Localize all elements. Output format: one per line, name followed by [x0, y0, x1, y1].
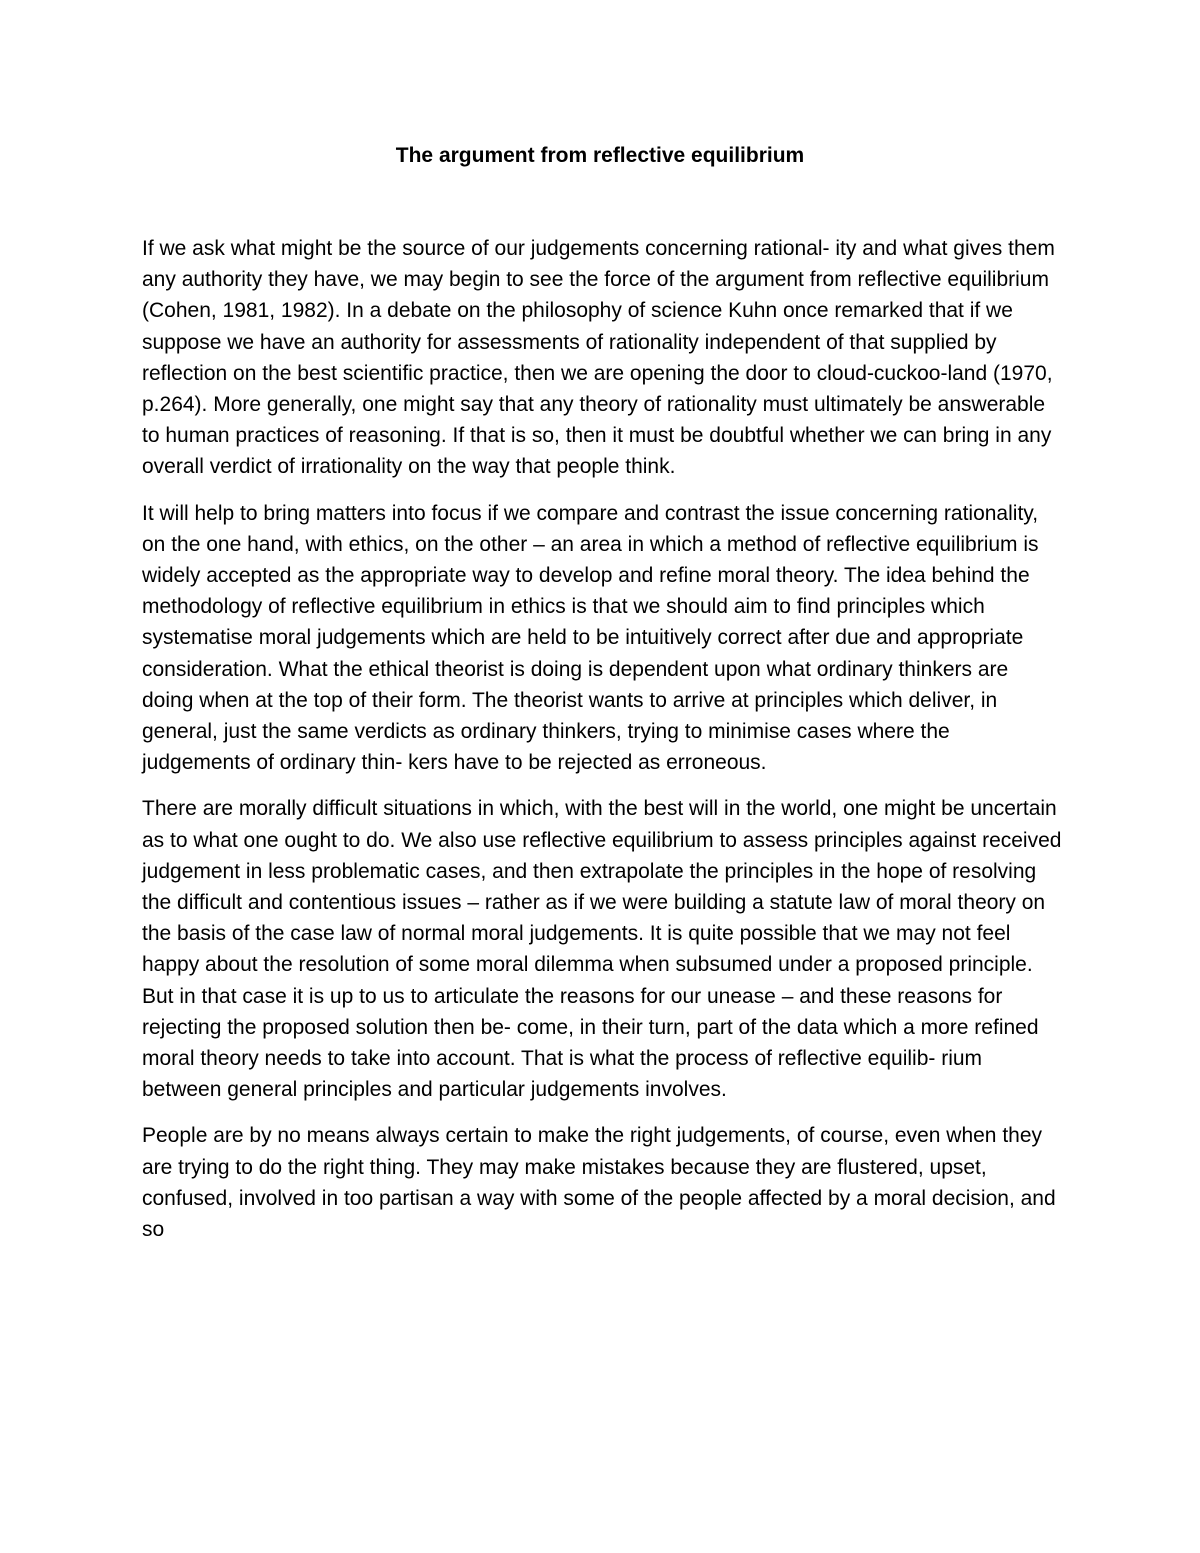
paragraph-4: People are by no means always certain to make the right judgements, of course, even when they are trying to do the right thing. They may make mistakes because they are flustered, upset, confused, involved in too partisan a way with some of the people affected by a moral decision, and so [142, 1124, 1056, 1242]
paragraph-3: There are morally difficult situations in which, with the best will in the world, one might be uncertain as to what one ought to do. We also use reflective equilibrium to assess principles against received judgement in less problematic cases, and then extrapolate the principles in the hope of resolving the difficult and contentious issues – rather as if we were building a statute law of moral theory on the basis of the case law of normal moral judgements. It is quite possible that we may not feel happy about the resolution of some moral dilemma when subsumed under a proposed principle. But in that case it is up to us to articulate the reasons for our unease – and these reasons for rejecting the proposed solution then be- come, in their turn, part of the data which a more refined moral theory needs to take into account. That is what the process of reflective equilib- rium between general principles and particular judgements involves. [142, 797, 1062, 1102]
paragraph-1: If we ask what might be the source of our judgements concerning rational- ity and what gives them any authority they have, we may begin to see the force of the argument from reflective equilibrium (Cohen, 1981, 1982). In a debate on the philosophy of science Kuhn once remarked that if we suppose we have an authority for assessments of rationality independent of that supplied by reflection on the best scientific practice, then we are opening the door to cloud-cuckoo-land (1970, p.264). More generally, one might say that any theory of rationality must ultimately be answerable to human practices of reasoning. If that is so, then it must be doubtful whether we can bring in any overall verdict of irrationality on the way that people think. [142, 237, 1055, 479]
document-title: The argument from reflective equilibrium [395, 144, 805, 167]
paragraph-2: It will help to bring matters into focus if we compare and contrast the issue concerning rationality, on the one hand, with ethics, on the other – an area in which a method of reflective equilibrium is widely accepted as the appropriate way to develop and refine moral theory. The idea behind the methodology of reflective equilibrium in ethics is that we should aim to find principles which systematise moral judgements which are held to be intuitively correct after due and appropriate consideration. What the ethical theorist is doing is dependent upon what ordinary thinkers are doing when at the top of their form. The theorist wants to arrive at principles which deliver, in general, just the same verdicts as ordinary thinkers, trying to minimise cases where the judgements of ordinary thin- kers have to be rejected as erroneous. [142, 501, 1039, 775]
document-body [142, 233, 1062, 1260]
